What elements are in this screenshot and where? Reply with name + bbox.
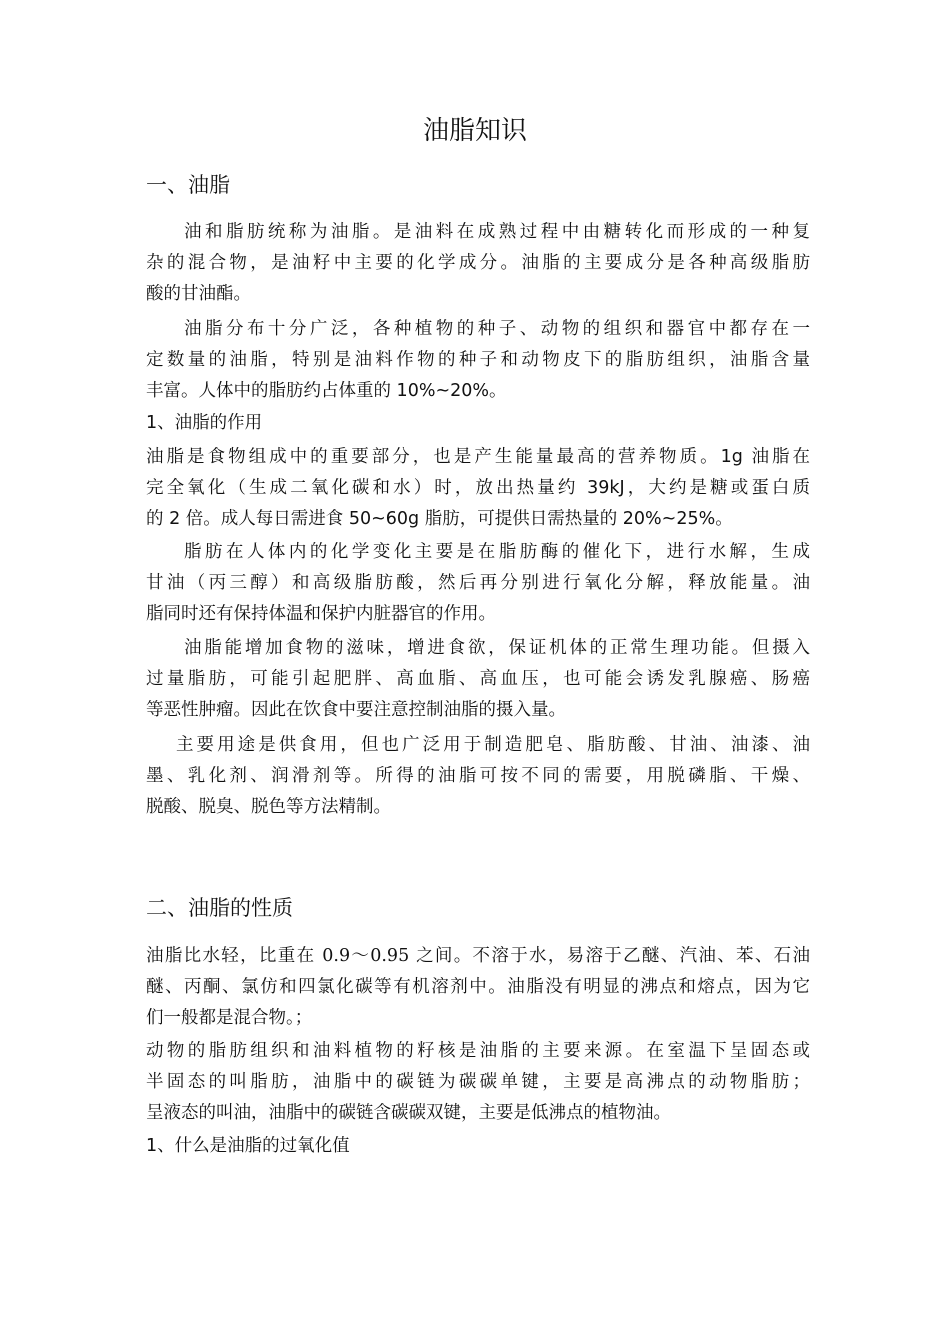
paragraph	[146, 537, 810, 630]
text-line: 们一般都是混合物。；	[146, 1008, 313, 1028]
text-line: 油和脂肪统称为油脂。是油料在成熟过程中由糖转化而形成的一种复	[184, 222, 810, 242]
text-line: 油脂比水轻，比重在 0.9～0.95 之间。不溶于水，易溶于乙醚、汽油、苯、石油	[146, 946, 810, 966]
text-line: 完全氧化（生成二氧化碳和水）时，放出热量约 39kJ，大约是糖或蛋白质	[146, 478, 810, 498]
text-line: 丰富。人体中的脂肪约占体重的 10%~20%。	[146, 381, 507, 401]
text-line: 醚、丙酮、氯仿和四氯化碳等有机溶剂中。油脂没有明显的沸点和熔点，因为它	[146, 977, 810, 997]
paragraph	[146, 730, 810, 823]
text-line: 主要用途是供食用，但也广泛用于制造肥皂、脂肪酸、甘油、油漆、油	[176, 735, 810, 755]
text-line: 的 2 倍。成人每日需进食 50~60g 脂肪，可提供日需热量的 20%~25%。	[146, 509, 733, 529]
text-line: 呈液态的叫油，油脂中的碳链含碳碳双键，主要是低沸点的植物油。	[146, 1103, 671, 1123]
text-line: 过量脂肪，可能引起肥胖、高血脂、高血压，也可能会诱发乳腺癌、肠癌	[146, 669, 810, 689]
paragraph	[146, 1036, 810, 1129]
text-line: 墨、乳化剂、润滑剂等。所得的油脂可按不同的需要，用脱磷脂、干燥、	[146, 766, 810, 786]
text-line: 油脂能增加食物的滋味，增进食欲，保证机体的正常生理功能。但摄入	[184, 638, 810, 658]
text-line: 油脂分布十分广泛，各种植物的种子、动物的组织和器官中都存在一	[184, 319, 810, 339]
text-line: 脂同时还有保持体温和保护内脏器官的作用。	[146, 604, 496, 624]
text-line: 油脂是食物组成中的重要部分，也是产生能量最高的营养物质。1g 油脂在	[146, 447, 810, 467]
paragraph	[146, 633, 810, 726]
section-heading-2: 二、油脂的性质	[146, 896, 293, 920]
subsection-heading-text: 1、什么是油脂的过氧化值	[146, 1136, 350, 1156]
text-line: 定数量的油脂，特别是油料作物的种子和动物皮下的脂肪组织，油脂含量	[146, 350, 810, 370]
text-line: 杂的混合物，是油籽中主要的化学成分。油脂的主要成分是各种高级脂肪	[146, 253, 810, 273]
text-line: 甘油（丙三醇）和高级脂肪酸，然后再分别进行氧化分解，释放能量。油	[146, 573, 810, 593]
document-title: 油脂知识	[422, 116, 527, 146]
text-line: 酸的甘油酯。	[146, 284, 251, 304]
subsection-heading-text: 1、油脂的作用	[146, 413, 263, 433]
text-line: 脱酸、脱臭、脱色等方法精制。	[146, 797, 391, 817]
subsection-heading	[146, 1131, 810, 1162]
paragraph	[146, 442, 810, 535]
paragraph	[146, 217, 810, 310]
section-heading-1: 一、油脂	[146, 173, 230, 197]
text-line: 半固态的叫脂肪，油脂中的碳链为碳碳单键，主要是高沸点的动物脂肪；	[146, 1072, 810, 1092]
paragraph	[146, 314, 810, 407]
paragraph	[146, 941, 810, 1034]
subsection-heading	[146, 408, 810, 439]
text-line: 动物的脂肪组织和油料植物的籽核是油脂的主要来源。在室温下呈固态或	[146, 1041, 810, 1061]
text-line: 脂肪在人体内的化学变化主要是在脂肪酶的催化下，进行水解，生成	[184, 542, 810, 562]
text-line: 等恶性肿瘤。因此在饮食中要注意控制油脂的摄入量。	[146, 700, 566, 720]
